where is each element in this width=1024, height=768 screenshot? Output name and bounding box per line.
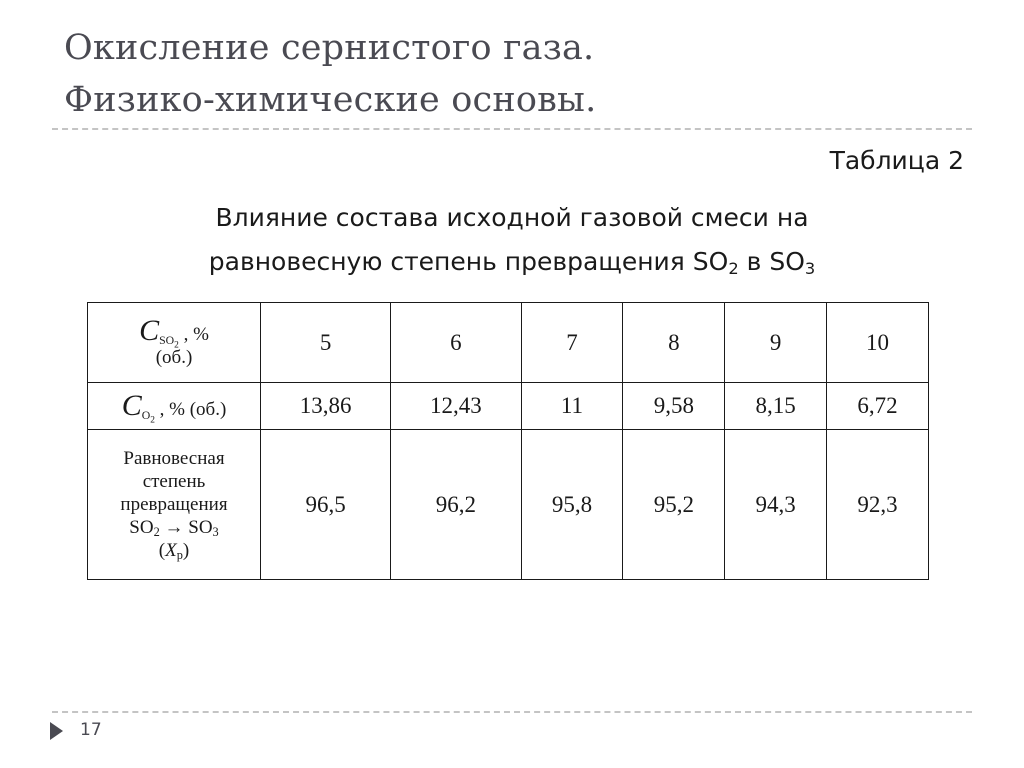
conversion-label-line-1: Равновесная: [123, 448, 225, 469]
so2-concentration-label: [88, 314, 260, 350]
table-cell: 11: [521, 383, 623, 430]
table-row-so2-concentration: [88, 303, 929, 383]
table-cell: 6: [391, 303, 521, 383]
caption-line-1: Влияние состава исходной газовой смеси на: [215, 203, 809, 232]
o2-subscript-index: 2: [150, 414, 155, 425]
slide-title: [64, 22, 596, 126]
xp-subscript: р: [176, 548, 183, 563]
table-cell: 96,5: [261, 430, 391, 580]
page-number: 17: [80, 720, 102, 740]
table-cell: 5: [261, 303, 391, 383]
reaction-so2-subscript: 2: [153, 525, 160, 540]
caption-so2: [692, 247, 739, 279]
table-cell: 6,72: [827, 383, 929, 430]
table-cell: 8,15: [725, 383, 827, 430]
table-cell: 94,3: [725, 430, 827, 580]
table-cell: 95,8: [521, 430, 623, 580]
row-header-conversion-degree: [88, 430, 261, 580]
caption-word-v: в: [738, 247, 770, 276]
table-caption: [0, 196, 1024, 284]
table-cell: 95,2: [623, 430, 725, 580]
table-cell: 12,43: [391, 383, 521, 430]
slide-title-line-1: Окисление сернистого газа.: [64, 28, 595, 68]
footer-divider: [52, 711, 972, 713]
table-cell: 7: [521, 303, 623, 383]
table-row-conversion-degree: [88, 430, 929, 580]
xp-open: (: [158, 540, 166, 561]
row-header-o2-concentration: [88, 383, 261, 430]
concentration-symbol: C: [139, 314, 160, 347]
conversion-symbol: [88, 539, 260, 562]
caption-so2-formula: SO: [692, 247, 729, 276]
triangle-right-icon: [50, 722, 63, 740]
o2-subscript-text: O: [141, 408, 151, 422]
table-row-o2-concentration: [88, 383, 929, 430]
reaction-so3-subscript: 3: [212, 525, 219, 540]
table-cell: 13,86: [261, 383, 391, 430]
xp-symbol: X: [165, 540, 177, 561]
table-cell: 92,3: [827, 430, 929, 580]
so2-unit-part1: , %: [178, 324, 209, 345]
caption-line-2: [0, 240, 1024, 284]
table-cell: 9,58: [623, 383, 725, 430]
reaction-so2: SO: [129, 517, 154, 538]
table-cell: 8: [623, 303, 725, 383]
xp-close: ): [182, 540, 190, 561]
conversion-reaction: [88, 516, 260, 539]
so2-subscript-formula: [159, 333, 179, 350]
caption-so2-subscript: 2: [728, 259, 739, 279]
table-cell: 10: [827, 303, 929, 383]
data-table: [87, 302, 929, 580]
reaction-so3: SO: [188, 517, 213, 538]
so2-unit-part2: (об.): [155, 347, 193, 368]
caption-so3: [769, 247, 816, 279]
caption-so3-subscript: 3: [804, 259, 816, 279]
so2-subscript-text: SO: [159, 333, 175, 347]
caption-line-2-text: равновесную степень превращения: [208, 247, 693, 276]
table-number: Таблица 2: [829, 146, 964, 175]
row-header-so2-concentration: [88, 303, 261, 383]
o2-unit: , % (об.): [154, 399, 227, 420]
table-cell: 9: [725, 303, 827, 383]
reaction-arrow: →: [159, 517, 189, 538]
o2-subscript-formula: [141, 408, 155, 425]
title-divider: [52, 128, 972, 130]
conversion-label-line-3: превращения: [120, 494, 228, 515]
so2-subscript-index: 2: [174, 339, 179, 350]
concentration-symbol: C: [121, 389, 142, 422]
slide-title-line-2: Физико-химические основы.: [64, 80, 597, 120]
table-cell: 96,2: [391, 430, 521, 580]
conversion-label-line-2: степень: [142, 471, 206, 492]
caption-so3-formula: SO: [769, 247, 805, 276]
